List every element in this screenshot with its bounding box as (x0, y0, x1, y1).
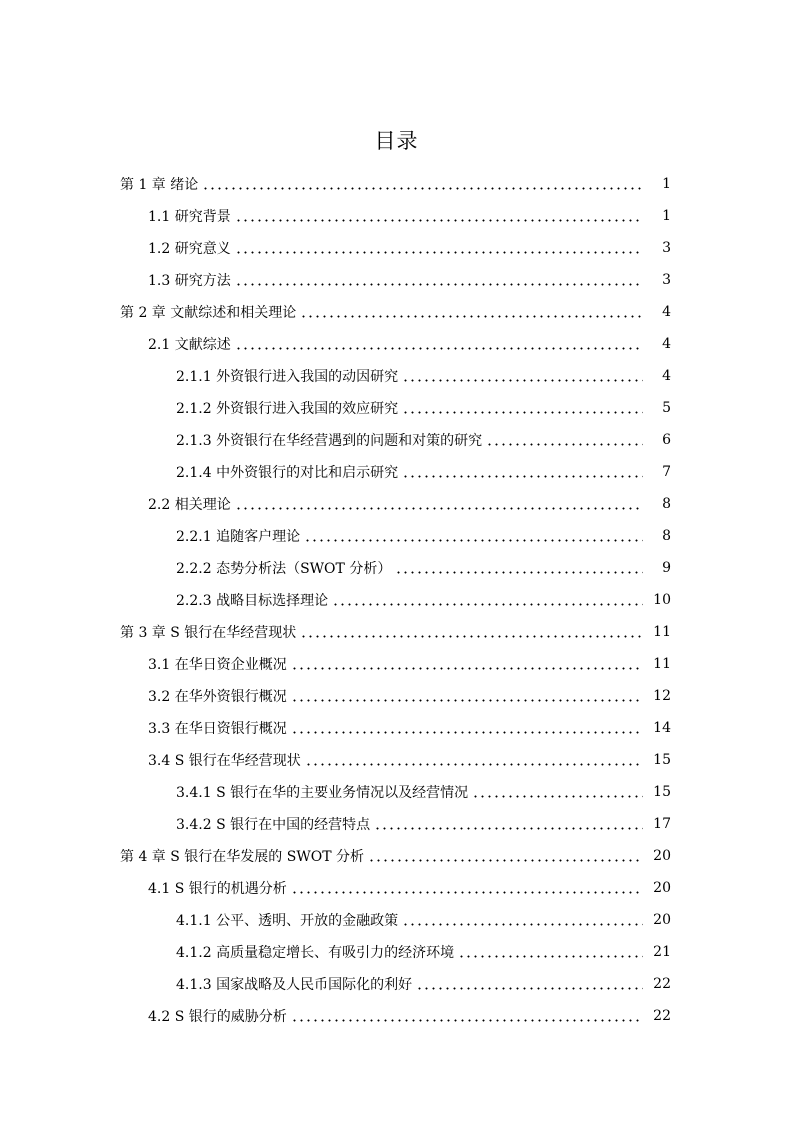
toc-entry[interactable] (0, 712, 793, 744)
toc-entry-title: 3.4.1 S 银行在华的主要业务情况以及经营情况 (176, 785, 469, 801)
toc-title: 目录 (374, 129, 419, 153)
toc-entry[interactable] (0, 424, 793, 456)
dot-leader (374, 818, 643, 830)
toc-entry-title: 3.2 在华外资银行概况 (148, 689, 287, 705)
toc-entry[interactable] (0, 552, 793, 584)
toc-entry-page: 11 (653, 656, 671, 672)
toc-entry-page: 4 (662, 368, 671, 384)
toc-entry-page: 7 (662, 464, 671, 480)
dot-leader (402, 914, 643, 926)
dot-leader (416, 978, 643, 990)
toc-entry-title: 2.2.1 追随客户理论 (176, 529, 301, 545)
toc-entry-page: 14 (653, 720, 671, 736)
dot-leader (332, 594, 643, 606)
toc-entry-title: 4.1 S 银行的机遇分析 (148, 881, 287, 897)
toc-list (0, 168, 793, 1032)
toc-entry[interactable] (0, 264, 793, 296)
dot-leader (305, 754, 643, 766)
toc-entry-title: 4.1.2 高质量稳定增长、有吸引力的经济环境 (176, 945, 455, 961)
toc-entry-title: 3.1 在华日资企业概况 (148, 657, 287, 673)
toc-entry[interactable] (0, 744, 793, 776)
toc-entry-title: 第 2 章 文献综述和相关理论 (120, 305, 297, 321)
toc-entry-page: 6 (662, 432, 671, 448)
toc-entry-title: 1.1 研究背景 (148, 209, 231, 225)
dot-leader (291, 722, 643, 734)
dot-leader (486, 434, 643, 446)
toc-entry-page: 21 (653, 944, 671, 960)
toc-entry-page: 9 (662, 560, 671, 576)
dot-leader (235, 274, 643, 286)
toc-entry-page: 20 (653, 912, 671, 928)
toc-entry-title: 第 4 章 S 银行在华发展的 SWOT 分析 (120, 849, 364, 865)
dot-leader (368, 850, 643, 862)
toc-entry[interactable] (0, 520, 793, 552)
dot-leader (291, 882, 643, 894)
toc-entry-title: 4.1.1 公平、透明、开放的金融政策 (176, 913, 399, 929)
toc-entry-title: 1.2 研究意义 (148, 241, 231, 257)
dot-leader (235, 338, 643, 350)
dot-leader (291, 1010, 643, 1022)
toc-entry[interactable] (0, 296, 793, 328)
dot-leader (291, 658, 643, 670)
toc-entry-page: 1 (662, 208, 671, 224)
toc-entry-title: 4.2 S 银行的威胁分析 (148, 1009, 287, 1025)
toc-entry[interactable] (0, 1000, 793, 1032)
toc-entry[interactable] (0, 360, 793, 392)
dot-leader (472, 786, 643, 798)
toc-entry[interactable] (0, 840, 793, 872)
toc-entry[interactable] (0, 776, 793, 808)
toc-entry[interactable] (0, 488, 793, 520)
toc-entry-page: 8 (662, 528, 671, 544)
dot-leader (235, 498, 643, 510)
dot-leader (395, 562, 643, 574)
toc-entry-title: 2.1.4 中外资银行的对比和启示研究 (176, 465, 399, 481)
toc-entry[interactable] (0, 168, 793, 200)
toc-entry[interactable] (0, 232, 793, 264)
toc-entry-title: 2.2.2 态势分析法（SWOT 分析） (176, 561, 392, 577)
toc-entry-page: 12 (653, 688, 671, 704)
toc-entry-title: 3.3 在华日资银行概况 (148, 721, 287, 737)
toc-entry[interactable] (0, 680, 793, 712)
toc-entry-title: 第 3 章 S 银行在华经营现状 (120, 625, 297, 641)
toc-entry[interactable] (0, 584, 793, 616)
toc-entry[interactable] (0, 936, 793, 968)
toc-entry-page: 3 (662, 240, 671, 256)
toc-entry[interactable] (0, 808, 793, 840)
toc-entry[interactable] (0, 456, 793, 488)
toc-entry[interactable] (0, 328, 793, 360)
toc-entry-page: 8 (662, 496, 671, 512)
toc-entry-title: 第 1 章 绪论 (120, 177, 199, 193)
dot-leader (402, 466, 643, 478)
toc-entry-title: 2.1.1 外资银行进入我国的动因研究 (176, 369, 399, 385)
toc-entry-title: 2.2.3 战略目标选择理论 (176, 593, 329, 609)
toc-entry-page: 1 (662, 176, 671, 192)
toc-entry-page: 10 (653, 592, 671, 608)
toc-entry[interactable] (0, 904, 793, 936)
toc-entry-page: 3 (662, 272, 671, 288)
toc-entry-title: 2.1 文献综述 (148, 337, 231, 353)
toc-entry[interactable] (0, 872, 793, 904)
dot-leader (291, 690, 643, 702)
toc-entry[interactable] (0, 200, 793, 232)
dot-leader (304, 530, 643, 542)
toc-entry-title: 2.1.3 外资银行在华经营遇到的问题和对策的研究 (176, 433, 483, 449)
toc-entry-page: 15 (653, 752, 671, 768)
dot-leader (235, 242, 643, 254)
dot-leader (235, 210, 643, 222)
toc-entry-page: 15 (653, 784, 671, 800)
toc-entry[interactable] (0, 968, 793, 1000)
toc-entry-page: 17 (653, 816, 671, 832)
toc-entry-page: 20 (653, 848, 671, 864)
toc-entry-page: 4 (662, 304, 671, 320)
toc-entry-page: 22 (653, 1008, 671, 1024)
dot-leader (300, 306, 643, 318)
toc-entry-title: 2.1.2 外资银行进入我国的效应研究 (176, 401, 399, 417)
dot-leader (402, 370, 643, 382)
toc-entry-page: 22 (653, 976, 671, 992)
toc-entry-page: 5 (662, 400, 671, 416)
toc-entry[interactable] (0, 616, 793, 648)
toc-entry-page: 20 (653, 880, 671, 896)
toc-entry-page: 11 (653, 624, 671, 640)
dot-leader (458, 946, 643, 958)
toc-entry-page: 4 (662, 336, 671, 352)
dot-leader (202, 178, 643, 190)
toc-entry-title: 3.4.2 S 银行在中国的经营特点 (176, 817, 371, 833)
toc-entry-title: 1.3 研究方法 (148, 273, 231, 289)
toc-entry-title: 2.2 相关理论 (148, 497, 231, 513)
toc-entry-title: 3.4 S 银行在华经营现状 (148, 753, 301, 769)
toc-entry[interactable] (0, 648, 793, 680)
dot-leader (402, 402, 643, 414)
toc-entry[interactable] (0, 392, 793, 424)
toc-entry-title: 4.1.3 国家战略及人民币国际化的利好 (176, 977, 413, 993)
dot-leader (300, 626, 643, 638)
